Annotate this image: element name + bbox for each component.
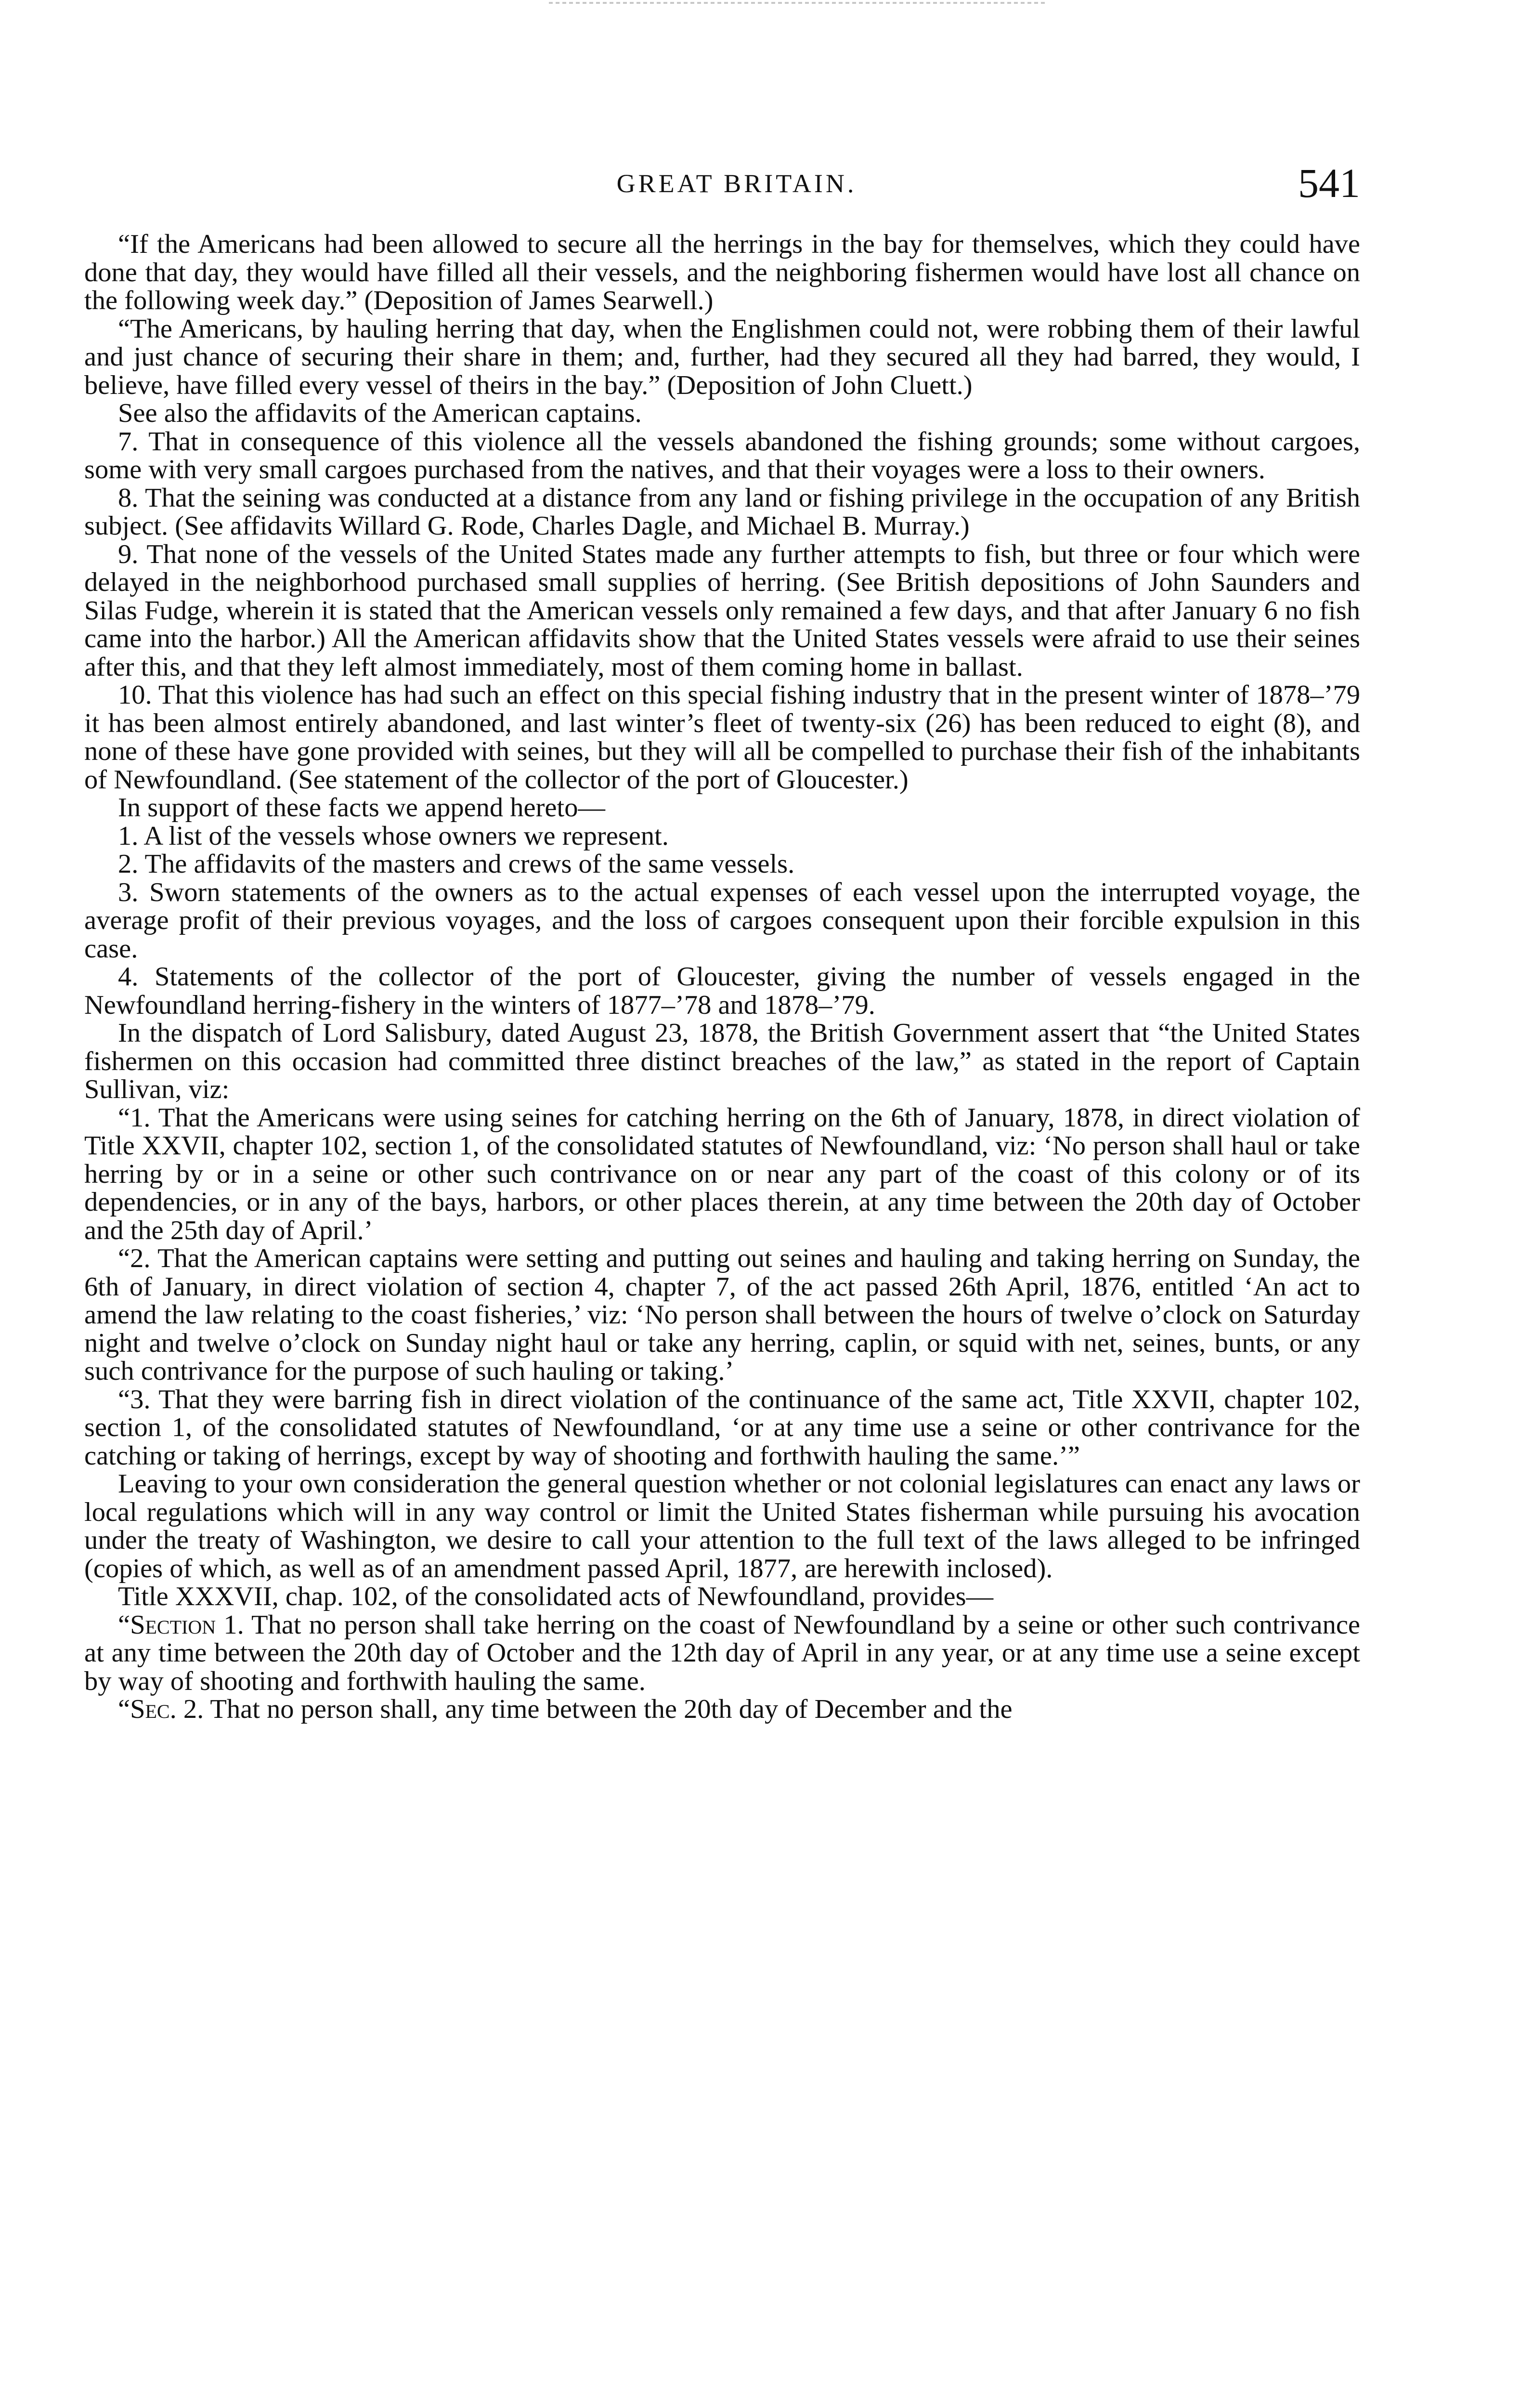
paragraph: In the dispatch of Lord Salisbury, dated August 23, 1878, the British Government assert that “the United States fishermen on this occasion had committed three distinct breaches of the law,” as stated in the report of Captain Sullivan, viz: [84, 1018, 1360, 1104]
paragraph: 3. Sworn statements of the owners as to the actual expenses of each vessel upon the interrupted voyage, the average profit of their previous voyages, and the loss of cargoes consequent upon their forcible expulsion in this case. [84, 877, 1360, 964]
paragraph: 4. Statements of the collector of the port of Gloucester, giving the number of vessels engaged in the Newfoundland herring-fishery in the winters of 1877–’78 and 1878–’79. [84, 962, 1360, 1020]
paragraph: Title XXXVII, chap. 102, of the consolidated acts of Newfoundland, provides— [118, 1582, 994, 1611]
section-text: 2. That no person shall, any time between the 20th day of December and the [176, 1694, 1013, 1724]
document-body [84, 230, 1360, 2408]
paragraph: See also the affidavits of the American captains. [118, 398, 642, 428]
section-label: “Sec. [118, 1694, 177, 1724]
paragraph: “The Americans, by hauling herring that day, when the Englishmen could not, were robbing them of their lawful and just chance of securing their share in them; and, further, had they secured all they had barred, they would, I believe, have filled every vessel of theirs in the bay.” (Deposition of John Cluett.) [84, 314, 1360, 400]
paragraph: 8. That the seining was conducted at a distance from any land or fishing privilege in the occupation of any British subject. (See affidavits Willard G. Rode, Charles Dagle, and Michael B. Murray.) [84, 483, 1360, 541]
paragraph: 2. The affidavits of the masters and crews of the same vessels. [118, 849, 795, 879]
section-label: “Section [118, 1610, 216, 1640]
paragraph: “2. That the American captains were setting and putting out seines and hauling and taking herring on Sunday, the 6th of January, in direct violation of section 4, chapter 7, of the act passed 26th April, 1876, entitled ‘An act to amend the law relating to the coast fisheries,’ viz: ‘No person shall between the hours of twelve o’clock on Saturday night and twelve o’clock on Sunday night haul or take any herring, caplin, or squid with net, seines, bunts, or any such contrivance for the purpose of such hauling or taking.’ [84, 1243, 1360, 1386]
running-head: GREAT BRITAIN. [616, 169, 857, 198]
paragraph: In support of these facts we append hereto— [118, 793, 605, 823]
paragraph: 1. A list of the vessels whose owners we represent. [118, 821, 669, 851]
page-header [113, 160, 1360, 217]
statute-section-2 [84, 1695, 1360, 1724]
section-text: 1. That no person shall take herring on the coast of Newfoundland by a seine or other such contrivance at any time between the 20th day of October and the 12th day of April in any year, or at any time use a seine except by way of shooting and forthwith hauling the same. [84, 1610, 1360, 1696]
paragraph: “1. That the Americans were using seines for catching herring on the 6th of January, 1878, in direct violation of Title XXVII, chapter 102, section 1, of the consolidated statutes of Newfoundland, viz: ‘No person shall haul or take herring by or in a seine or other such contrivance on or near any part of the coast of this colony or of its dependencies, or in any of the bays, harbors, or other places therein, at any time between the 20th day of October and the 25th day of April.’ [84, 1102, 1360, 1245]
top-edge-artifact [549, 2, 1045, 4]
paragraph: 7. That in consequence of this violence all the vessels abandoned the fishing grounds; some without cargoes, some with very small cargoes purchased from the natives, and that their voyages were a loss to their owners. [84, 426, 1360, 484]
statute-section-1 [84, 1611, 1360, 1696]
page-number: 541 [1298, 160, 1360, 206]
paragraph: 9. That none of the vessels of the United States made any further attempts to fish, but three or four which were delayed in the neighborhood purchased small supplies of herring. (See British depositions of John Saunders and Silas Fudge, wherein it is stated that the American vessels only remained a few days, and that after January 6 no fish came into the harbor.) All the American affidavits show that the United States vessels were afraid to use their seines after this, and that they left almost immediately, most of them coming home in ballast. [84, 539, 1360, 682]
paragraph: Leaving to your own consideration the general question whether or not colonial legislatures can enact any laws or local regulations which will in any way control or limit the United States fisherman while pursuing his avocation under the treaty of Washington, we desire to call your attention to the full text of the laws alleged to be infringed (copies of which, as well as of an amendment passed April, 1877, are herewith inclosed). [84, 1469, 1360, 1584]
paragraph: 10. That this violence has had such an effect on this special fishing industry that in the present winter of 1878–’79 it has been almost entirely abandoned, and last winter’s fleet of twenty-six (26) has been reduced to eight (8), and none of these have gone provided with seines, but they will all be compelled to purchase their fish of the inhabitants of Newfoundland. (See statement of the collector of the port of Gloucester.) [84, 680, 1360, 795]
paragraph: “3. That they were barring fish in direct violation of the continuance of the same act, Title XXVII, chapter 102, section 1, of the consolidated statutes of Newfoundland, ‘or at any time use a seine or other contrivance for the catching or taking of herrings, except by way of shooting and forthwith hauling the same.’” [84, 1384, 1360, 1471]
paragraph: “If the Americans had been allowed to secure all the herrings in the bay for themselves, which they could have done that day, they would have filled all their vessels, and the neighboring fishermen would have lost all chance on the following week day.” (Deposition of James Searwell.) [84, 229, 1360, 315]
